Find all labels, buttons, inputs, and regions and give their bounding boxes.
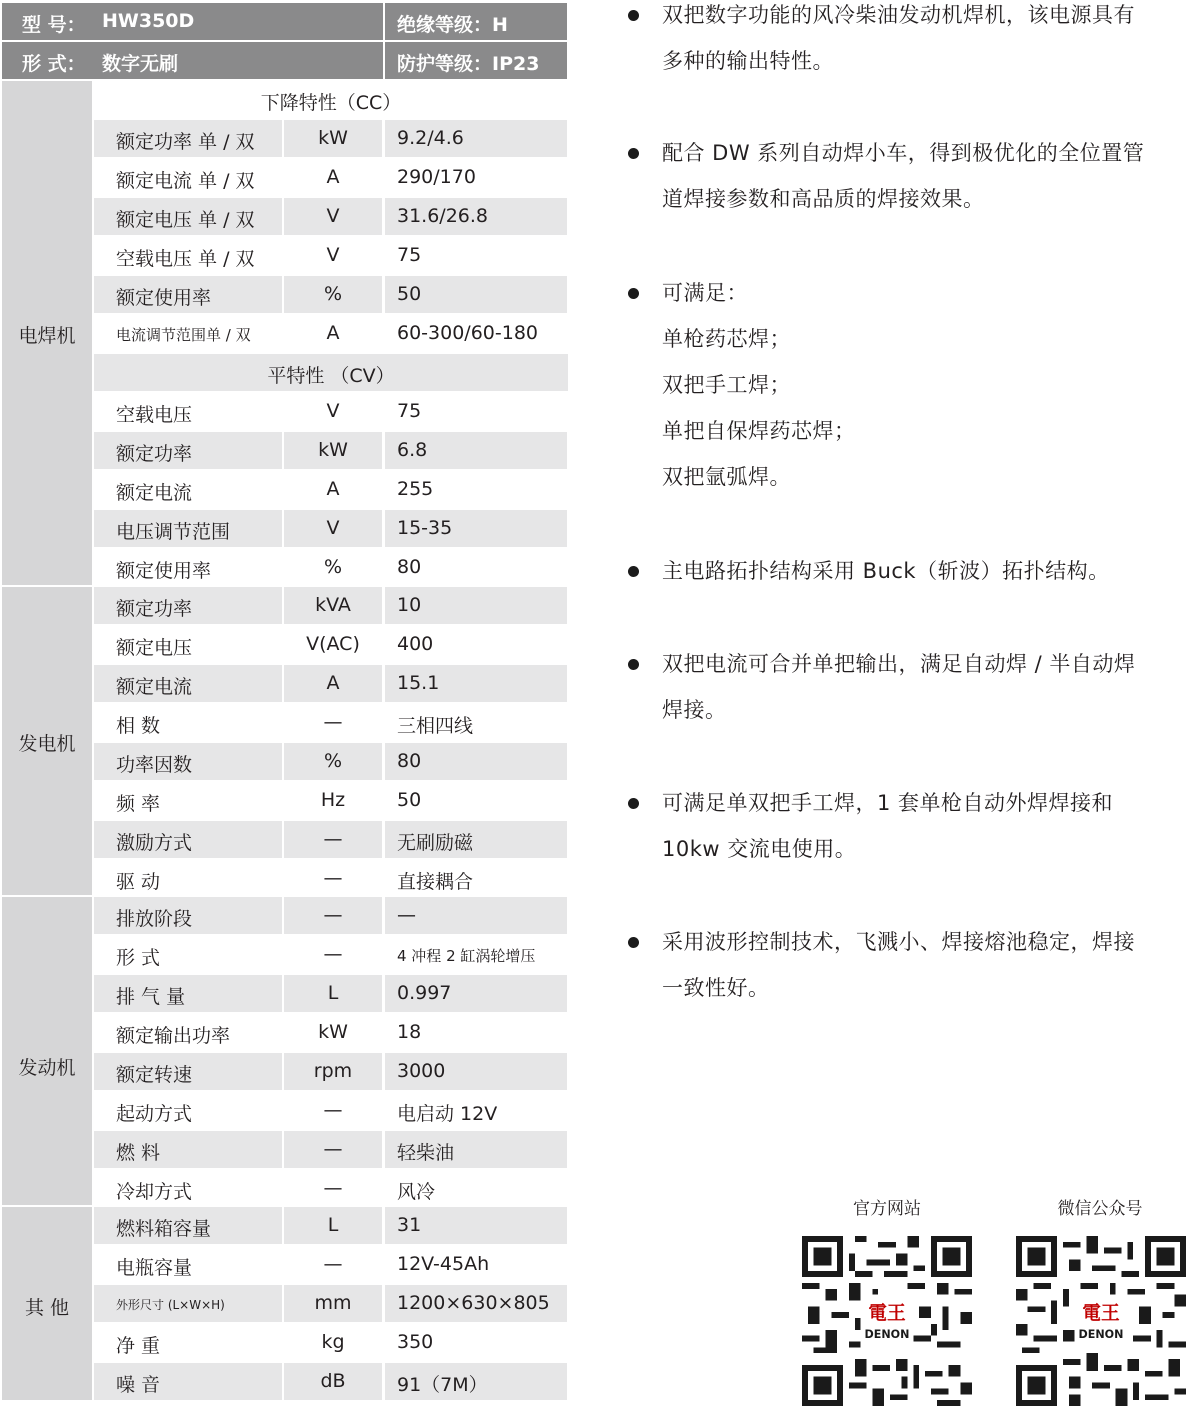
spec-value: 50 <box>397 789 422 811</box>
spec-unit: L <box>327 1214 339 1236</box>
spec-value: 3000 <box>397 1060 446 1082</box>
model-cell <box>2 3 383 40</box>
spec-name: 额定电流 <box>116 482 193 504</box>
spec-name: 额定电流 <box>116 676 193 698</box>
spec-unit: V <box>326 244 340 266</box>
spec-unit: V(AC) <box>306 633 360 655</box>
spec-value: 轻柴油 <box>397 1142 455 1164</box>
spec-value: 50 <box>397 283 422 305</box>
spec-value: 75 <box>397 244 422 266</box>
section-cc <box>94 81 568 118</box>
spec-value: 91（7M） <box>397 1374 488 1396</box>
bullet-icon <box>628 148 639 159</box>
spec-value: 80 <box>397 556 422 578</box>
table-row <box>94 821 568 858</box>
spec-name: 外形尺寸 (L×W×H) <box>116 1298 225 1312</box>
feature-text: 可满足单双把手工焊，1 套单枪自动外焊焊接和 10kw 交流电使用。 <box>662 791 1114 861</box>
table-row <box>94 665 568 702</box>
spec-value: 无刷励磁 <box>397 832 474 854</box>
spec-unit: — <box>323 943 343 965</box>
logo-text-bottom: DENON <box>1078 1328 1124 1341</box>
spec-name: 额定功率 单 / 双 <box>116 131 255 153</box>
qr-code-icon <box>802 1236 972 1406</box>
table-row <box>94 1246 568 1283</box>
spec-unit: rpm <box>313 1060 353 1082</box>
spec-value: 1200×630×805 <box>397 1292 550 1314</box>
bullet-icon <box>628 937 639 948</box>
qr-code-icon <box>1016 1236 1186 1406</box>
table-row <box>94 743 568 780</box>
spec-unit: mm <box>314 1292 352 1314</box>
form-cell <box>2 42 383 79</box>
insulation-cell <box>385 3 567 40</box>
spec-value: 10 <box>397 594 422 616</box>
spec-value: 15.1 <box>397 672 440 694</box>
spec-unit: A <box>326 322 340 344</box>
spec-name: 形 式 <box>116 947 161 969</box>
spec-value: 290/170 <box>397 166 476 188</box>
spec-value: 12V-45Ah <box>397 1253 490 1275</box>
spec-name: 额定电流 单 / 双 <box>116 170 255 192</box>
spec-value: 直接耦合 <box>397 871 474 893</box>
table-row <box>94 471 568 508</box>
spec-value: 电启动 12V <box>397 1103 498 1125</box>
table-row <box>94 1170 568 1207</box>
spec-unit: kW <box>318 1021 348 1043</box>
group-label: 其 他 <box>24 1297 70 1319</box>
bullet-icon <box>628 659 639 670</box>
logo-text-top: 電王 <box>1082 1303 1120 1325</box>
feature-text: 主电路拓扑结构采用 Buck（斩波）拓扑结构。 <box>662 559 1110 583</box>
insulation-grade: 绝缘等级：H <box>397 14 508 36</box>
table-row <box>94 393 568 430</box>
spec-value: 31.6/26.8 <box>397 205 489 227</box>
form-value: 数字无刷 <box>102 53 179 75</box>
spec-unit: A <box>326 672 340 694</box>
spec-unit: A <box>326 166 340 188</box>
website-label: 官方网站 <box>853 1199 921 1219</box>
table-row <box>94 704 568 741</box>
section-title: 平特性 （CV） <box>267 365 395 387</box>
group-label: 发电机 <box>18 733 76 755</box>
spec-value: 15-35 <box>397 517 453 539</box>
spec-unit: V <box>326 400 340 422</box>
table-row <box>94 1053 568 1090</box>
spec-value: 31 <box>397 1214 422 1236</box>
table-row <box>94 159 568 196</box>
spec-unit: A <box>326 478 340 500</box>
spec-name: 额定电压 <box>116 637 193 659</box>
table-row <box>94 897 568 934</box>
spec-value: 9.2/4.6 <box>397 127 464 149</box>
table-row <box>94 315 568 352</box>
spec-name: 空载电压 <box>116 404 193 426</box>
spec-name: 电流调节范围单 / 双 <box>116 326 251 344</box>
spec-unit: kVA <box>315 594 351 616</box>
spec-unit: — <box>323 904 343 926</box>
spec-name: 燃料箱容量 <box>116 1218 212 1240</box>
spec-name: 额定使用率 <box>116 287 212 309</box>
spec-name: 冷却方式 <box>116 1181 193 1203</box>
spec-unit: — <box>323 1138 343 1160</box>
feature-text: 双把电流可合并单把输出，满足自动焊 / 半自动焊 焊接。 <box>662 652 1136 722</box>
spec-unit: L <box>327 982 339 1004</box>
spec-value: 80 <box>397 750 422 772</box>
spec-unit: — <box>323 1253 343 1275</box>
spec-name: 排 气 量 <box>116 986 186 1008</box>
bullet-icon <box>628 288 639 299</box>
table-row <box>94 432 568 469</box>
model-value: HW350D <box>102 10 195 32</box>
spec-unit: kW <box>318 439 348 461</box>
spec-unit: — <box>323 1177 343 1199</box>
spec-name: 额定功率 <box>116 598 193 620</box>
spec-unit: Hz <box>320 789 346 811</box>
spec-unit: kg <box>321 1331 345 1353</box>
form-label: 形 式： <box>22 53 86 75</box>
group-generator <box>2 587 92 895</box>
group-welder <box>2 81 92 585</box>
feature-text: 配合 DW 系列自动焊小车，得到极优化的全位置管 道焊接参数和高品质的焊接效果。 <box>662 141 1145 211</box>
protection-grade: 防护等级：IP23 <box>397 53 540 75</box>
table-row <box>94 237 568 274</box>
spec-unit: % <box>323 283 343 305</box>
spec-value: 18 <box>397 1021 422 1043</box>
spec-name: 额定使用率 <box>116 560 212 582</box>
table-row <box>94 782 568 819</box>
table-row <box>94 626 568 663</box>
spec-value: 75 <box>397 400 422 422</box>
bullet-icon <box>628 566 639 577</box>
table-row <box>94 860 568 897</box>
table-row <box>94 1324 568 1361</box>
table-row <box>94 1207 568 1244</box>
spec-name: 额定输出功率 <box>116 1025 231 1047</box>
spec-value: 255 <box>397 478 434 500</box>
spec-name: 功率因数 <box>116 754 193 776</box>
table-row <box>94 1014 568 1051</box>
section-cv <box>94 354 568 391</box>
wechat-label: 微信公众号 <box>1057 1199 1143 1219</box>
spec-unit: kW <box>318 127 348 149</box>
spec-unit: dB <box>320 1370 346 1392</box>
spec-unit: — <box>323 867 343 889</box>
spec-name: 起动方式 <box>116 1103 193 1125</box>
spec-name: 驱 动 <box>116 871 161 893</box>
group-label: 电焊机 <box>18 325 76 347</box>
spec-name: 排放阶段 <box>116 908 193 930</box>
table-row <box>94 1363 568 1400</box>
feature-text: 双把数字功能的风冷柴油发动机焊机，该电源具有 多种的输出特性。 <box>662 3 1135 73</box>
spec-name: 额定电压 单 / 双 <box>116 209 255 231</box>
spec-unit: % <box>323 556 343 578</box>
spec-value: 4 冲程 2 缸涡轮增压 <box>397 947 536 965</box>
spec-value: 350 <box>397 1331 434 1353</box>
spec-unit: % <box>323 750 343 772</box>
spec-value: 0.997 <box>397 982 452 1004</box>
table-row <box>94 587 568 624</box>
website-qr-code[interactable] <box>802 1236 972 1406</box>
spec-unit: V <box>326 205 340 227</box>
spec-value: 6.8 <box>397 439 428 461</box>
spec-name: 相 数 <box>116 715 161 737</box>
wechat-qr-code[interactable] <box>1016 1236 1186 1406</box>
group-other <box>2 1207 92 1400</box>
table-row <box>94 120 568 157</box>
spec-value: 风冷 <box>397 1181 436 1203</box>
spec-name: 电压调节范围 <box>116 521 231 543</box>
spec-unit: — <box>323 711 343 733</box>
spec-name: 激励方式 <box>116 832 193 854</box>
spec-name: 燃 料 <box>116 1142 161 1164</box>
table-row <box>94 936 568 973</box>
spec-value: 400 <box>397 633 434 655</box>
spec-value: 三相四线 <box>397 715 474 737</box>
header-row-form <box>0 42 568 79</box>
spec-unit: — <box>323 1099 343 1121</box>
spec-unit: — <box>323 828 343 850</box>
spec-name: 额定转速 <box>116 1064 193 1086</box>
bullet-icon <box>628 10 639 21</box>
spec-name: 电瓶容量 <box>116 1257 193 1279</box>
protection-cell <box>385 42 567 79</box>
table-row <box>94 975 568 1012</box>
spec-value: 60-300/60-180 <box>397 322 538 344</box>
model-label: 型 号： <box>22 14 86 36</box>
group-label: 发动机 <box>18 1057 76 1079</box>
spec-name: 净 重 <box>116 1335 161 1357</box>
spec-name: 空载电压 单 / 双 <box>116 248 255 270</box>
table-row <box>94 198 568 235</box>
spec-unit: V <box>326 517 340 539</box>
table-row <box>94 549 568 586</box>
section-title: 下降特性（CC） <box>260 92 402 114</box>
table-row <box>94 1092 568 1129</box>
table-row <box>94 276 568 313</box>
spec-name: 额定功率 <box>116 443 193 465</box>
spec-name: 噪 音 <box>116 1374 161 1396</box>
group-engine <box>2 897 92 1205</box>
spec-name: 频 率 <box>116 793 161 815</box>
header-row-model <box>0 3 568 40</box>
bullet-icon <box>628 798 639 809</box>
feature-text: 可满足： 单枪药芯焊； 双把手工焊； 单把自保焊药芯焊； 双把氩弧焊。 <box>662 281 856 489</box>
logo-text-bottom: DENON <box>864 1328 910 1341</box>
table-row <box>94 1285 568 1322</box>
table-row <box>94 510 568 547</box>
table-row <box>94 1131 568 1168</box>
logo-text-top: 電王 <box>868 1303 906 1325</box>
feature-text: 采用波形控制技术，飞溅小、焊接熔池稳定，焊接 一致性好。 <box>662 930 1135 1000</box>
spec-value: — <box>397 904 416 926</box>
